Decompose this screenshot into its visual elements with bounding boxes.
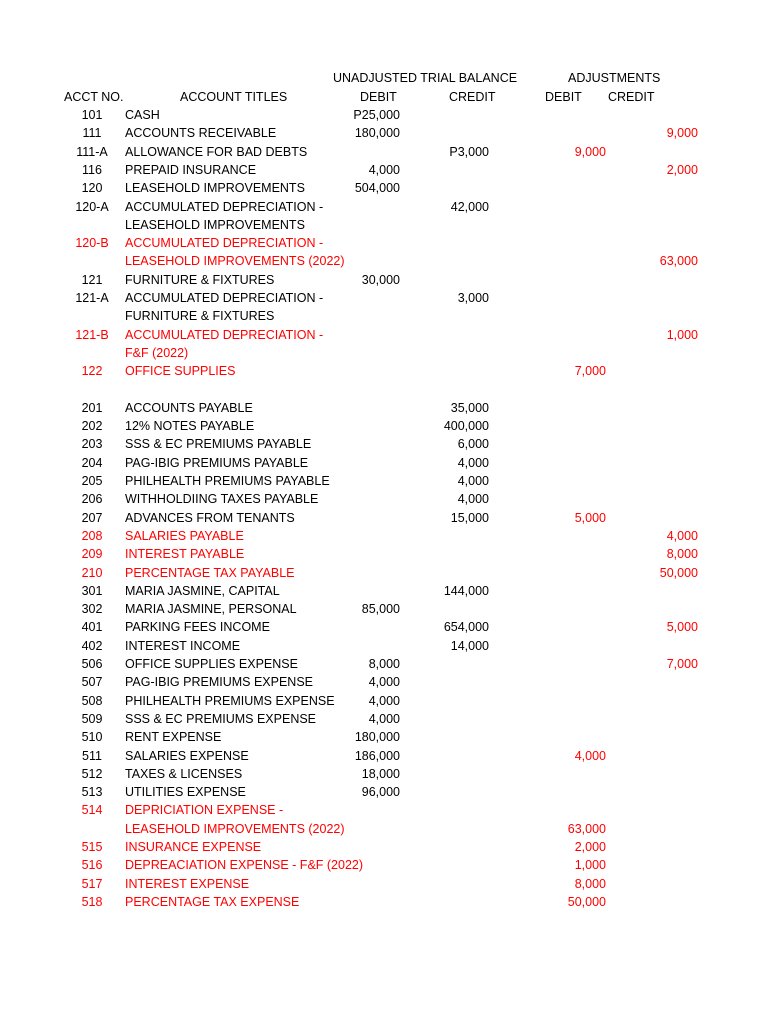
table-row	[0, 582, 768, 600]
acct-no-cell: 514	[81, 803, 103, 818]
unadjusted-debit-cell: 18,000	[361, 766, 400, 781]
account-title-cell: LEASEHOLD IMPROVEMENTS (2022)	[125, 254, 345, 269]
acct-no-cell: 205	[81, 474, 103, 488]
table-row	[0, 747, 768, 765]
account-title-cell: SALARIES EXPENSE	[125, 748, 249, 763]
account-title-cell: SALARIES PAYABLE	[125, 528, 244, 543]
account-title-cell: ACCUMULATED DEPRECIATION -	[125, 236, 324, 251]
adjustment-credit-cell: 4,000	[666, 528, 698, 543]
table-row	[0, 856, 768, 874]
unadjusted-credit-cell: 400,000	[443, 419, 489, 434]
adjustment-credit-cell: 8,000	[666, 547, 698, 562]
unadjusted-credit-cell: 144,000	[443, 583, 489, 598]
acct-no-cell: 515	[81, 840, 103, 854]
acct-no-cell: 120	[81, 181, 103, 196]
account-title-cell: PHILHEALTH PREMIUMS PAYABLE	[125, 474, 330, 488]
table-row	[0, 124, 768, 142]
adjustment-credit-cell: 63,000	[659, 254, 698, 269]
adjustment-debit-cell: 4,000	[574, 748, 606, 763]
adjustment-debit-cell: 63,000	[567, 821, 606, 836]
acct-no-cell: 121-A	[75, 291, 109, 305]
account-title-cell: LEASEHOLD IMPROVEMENTS (2022)	[125, 821, 345, 836]
acct-no-cell: 210	[81, 565, 103, 580]
account-title-cell: INTEREST PAYABLE	[125, 547, 245, 562]
adjustment-credit-cell: 5,000	[666, 620, 698, 635]
account-title-cell: PERCENTAGE TAX EXPENSE	[125, 894, 300, 909]
header-adjustments-credit: CREDIT	[608, 90, 655, 104]
table-row	[0, 527, 768, 545]
table-row	[0, 143, 768, 161]
table-row	[0, 783, 768, 801]
table-row	[0, 362, 768, 380]
adjustment-debit-cell: 8,000	[574, 876, 606, 891]
account-title-cell: ACCUMULATED DEPRECIATION -	[125, 291, 324, 305]
table-row	[0, 417, 768, 435]
account-title-cell: PREPAID INSURANCE	[125, 162, 257, 177]
unadjusted-credit-cell: P3,000	[449, 144, 489, 159]
table-row	[0, 728, 768, 746]
table-row	[0, 307, 768, 325]
unadjusted-debit-cell: 4,000	[368, 693, 400, 708]
acct-no-cell: 511	[82, 748, 102, 763]
table-row	[0, 454, 768, 472]
table-row	[0, 179, 768, 197]
account-title-cell: ADVANCES FROM TENANTS	[125, 510, 295, 525]
acct-no-cell: 518	[81, 894, 103, 909]
account-title-cell: PAG-IBIG PREMIUMS PAYABLE	[125, 455, 309, 470]
table-row	[0, 289, 768, 307]
acct-no-cell: 513	[81, 785, 103, 800]
header-acct-no: ACCT NO.	[64, 90, 124, 104]
acct-no-cell: 209	[81, 547, 103, 562]
account-title-cell: CASH	[125, 108, 160, 122]
unadjusted-debit-cell: 504,000	[354, 181, 400, 196]
account-title-cell: OFFICE SUPPLIES	[125, 364, 236, 379]
acct-no-cell: 401	[81, 620, 103, 635]
unadjusted-credit-cell: 6,000	[457, 437, 489, 452]
account-title-cell: ALLOWANCE FOR BAD DEBTS	[125, 144, 308, 159]
acct-no-cell: 206	[81, 492, 103, 507]
acct-no-cell: 101	[81, 108, 103, 122]
table-row	[0, 545, 768, 563]
account-title-cell: PERCENTAGE TAX PAYABLE	[125, 565, 295, 580]
table-row	[0, 198, 768, 216]
table-row	[0, 655, 768, 673]
table-row	[0, 252, 768, 270]
account-title-cell: INSURANCE EXPENSE	[125, 840, 262, 854]
table-row	[0, 326, 768, 344]
unadjusted-credit-cell: 4,000	[457, 474, 489, 488]
table-row	[0, 381, 768, 399]
acct-no-cell: 208	[81, 528, 103, 543]
header-unadjusted-debit: DEBIT	[360, 90, 397, 104]
unadjusted-debit-cell: 4,000	[368, 711, 400, 726]
acct-no-cell: 301	[81, 583, 103, 598]
unadjusted-credit-cell: 42,000	[450, 199, 489, 214]
table-row	[0, 472, 768, 490]
acct-no-cell: 116	[82, 162, 102, 177]
acct-no-cell: 506	[81, 657, 103, 671]
unadjusted-debit-cell: 30,000	[361, 272, 400, 287]
acct-no-cell: 402	[81, 638, 103, 653]
table-row	[0, 234, 768, 252]
unadjusted-credit-cell: 4,000	[457, 492, 489, 507]
account-title-cell: LEASEHOLD IMPROVEMENTS	[125, 181, 305, 196]
account-title-cell: PHILHEALTH PREMIUMS EXPENSE	[125, 693, 335, 708]
acct-no-cell: 121	[81, 272, 103, 287]
unadjusted-credit-cell: 4,000	[457, 455, 489, 470]
acct-no-cell: 517	[81, 876, 103, 891]
acct-no-cell: 509	[81, 711, 103, 726]
adjustment-debit-cell: 7,000	[574, 364, 606, 379]
unadjusted-debit-cell: P25,000	[353, 108, 400, 122]
account-title-cell: WITHHOLDIING TAXES PAYABLE	[125, 492, 319, 507]
acct-no-cell: 516	[81, 858, 103, 873]
table-row	[0, 801, 768, 819]
acct-no-cell: 121-B	[75, 327, 109, 342]
account-title-cell: DEPREACIATION EXPENSE - F&F (2022)	[125, 858, 364, 873]
table-row	[0, 600, 768, 618]
unadjusted-debit-cell: 8,000	[368, 657, 400, 671]
account-title-cell: F&F (2022)	[125, 345, 189, 360]
adjustment-credit-cell: 9,000	[666, 126, 698, 141]
table-row	[0, 344, 768, 362]
header-adjustments-debit: DEBIT	[545, 90, 582, 104]
adjustment-credit-cell: 7,000	[666, 657, 698, 671]
acct-no-cell: 207	[81, 510, 103, 525]
account-title-cell: ACCUMULATED DEPRECIATION -	[125, 327, 324, 342]
unadjusted-credit-cell: 14,000	[450, 638, 489, 653]
account-title-cell: FURNITURE & FIXTURES	[125, 309, 275, 324]
unadjusted-debit-cell: 96,000	[361, 785, 400, 800]
adjustment-debit-cell: 5,000	[574, 510, 606, 525]
table-row	[0, 765, 768, 783]
unadjusted-debit-cell: 4,000	[368, 675, 400, 690]
unadjusted-credit-cell: 3,000	[457, 291, 489, 305]
account-title-cell: DEPRICIATION EXPENSE -	[125, 803, 284, 818]
table-row	[0, 564, 768, 582]
acct-no-cell: 122	[81, 364, 103, 379]
table-row	[0, 893, 768, 911]
acct-no-cell: 508	[81, 693, 103, 708]
unadjusted-credit-cell: 35,000	[450, 400, 489, 415]
table-row	[0, 435, 768, 453]
account-title-cell: MARIA JASMINE, CAPITAL	[125, 583, 280, 598]
table-row	[0, 399, 768, 417]
header-adjustments: ADJUSTMENTS	[568, 71, 661, 85]
table-row	[0, 692, 768, 710]
account-title-cell: UTILITIES EXPENSE	[125, 785, 246, 800]
acct-no-cell: 512	[81, 766, 103, 781]
unadjusted-debit-cell: 4,000	[368, 162, 400, 177]
table-row	[0, 216, 768, 234]
acct-no-cell: 120-A	[75, 199, 109, 214]
unadjusted-debit-cell: 186,000	[354, 748, 400, 763]
acct-no-cell: 201	[81, 400, 103, 415]
adjustment-debit-cell: 9,000	[574, 144, 606, 159]
adjustment-credit-cell: 2,000	[666, 162, 698, 177]
account-title-cell: INTEREST EXPENSE	[125, 876, 250, 891]
acct-no-cell: 111-A	[76, 144, 108, 159]
account-title-cell: OFFICE SUPPLIES EXPENSE	[125, 657, 298, 671]
adjustment-credit-cell: 1,000	[666, 327, 698, 342]
table-row	[0, 271, 768, 289]
table-row	[0, 161, 768, 179]
acct-no-cell: 120-B	[75, 236, 109, 251]
account-title-cell: TAXES & LICENSES	[125, 766, 243, 781]
acct-no-cell: 510	[81, 730, 103, 745]
adjustment-debit-cell: 1,000	[574, 858, 606, 873]
acct-no-cell: 203	[81, 437, 103, 452]
unadjusted-credit-cell: 654,000	[443, 620, 489, 635]
header-unadjusted-credit: CREDIT	[449, 90, 496, 104]
unadjusted-debit-cell: 180,000	[354, 730, 400, 745]
table-row	[0, 673, 768, 691]
acct-no-cell: 507	[81, 675, 103, 690]
unadjusted-debit-cell: 180,000	[354, 126, 400, 141]
account-title-cell: LEASEHOLD IMPROVEMENTS	[125, 217, 305, 232]
account-title-cell: INTEREST INCOME	[125, 638, 241, 653]
table-row	[0, 637, 768, 655]
account-title-cell: SSS & EC PREMIUMS PAYABLE	[125, 437, 312, 452]
adjustment-credit-cell: 50,000	[659, 565, 698, 580]
acct-no-cell: 302	[81, 602, 103, 617]
table-row	[0, 509, 768, 527]
table-row	[0, 106, 768, 124]
account-title-cell: SSS & EC PREMIUMS EXPENSE	[125, 711, 317, 726]
account-title-cell: ACCOUNTS PAYABLE	[125, 400, 253, 415]
account-title-cell: ACCUMULATED DEPRECIATION -	[125, 199, 324, 214]
account-title-cell: RENT EXPENSE	[125, 730, 222, 745]
account-title-cell: ACCOUNTS RECEIVABLE	[125, 126, 277, 141]
table-row	[0, 875, 768, 893]
adjustment-debit-cell: 2,000	[574, 840, 606, 854]
header-unadjusted-trial-balance: UNADJUSTED TRIAL BALANCE	[333, 71, 518, 85]
account-title-cell: 12% NOTES PAYABLE	[125, 419, 255, 434]
table-row	[0, 820, 768, 838]
unadjusted-credit-cell: 15,000	[450, 510, 489, 525]
table-row	[0, 490, 768, 508]
table-row	[0, 618, 768, 636]
account-title-cell: PARKING FEES INCOME	[125, 620, 270, 635]
acct-no-cell: 204	[81, 455, 103, 470]
acct-no-cell: 202	[81, 419, 103, 434]
account-title-cell: MARIA JASMINE, PERSONAL	[125, 602, 297, 617]
account-title-cell: PAG-IBIG PREMIUMS EXPENSE	[125, 675, 314, 690]
acct-no-cell: 111	[82, 126, 102, 141]
unadjusted-debit-cell: 85,000	[361, 602, 400, 617]
account-title-cell: FURNITURE & FIXTURES	[125, 272, 275, 287]
table-row	[0, 710, 768, 728]
adjustment-debit-cell: 50,000	[567, 894, 606, 909]
table-row	[0, 838, 768, 856]
header-account-titles: ACCOUNT TITLES	[180, 90, 288, 104]
